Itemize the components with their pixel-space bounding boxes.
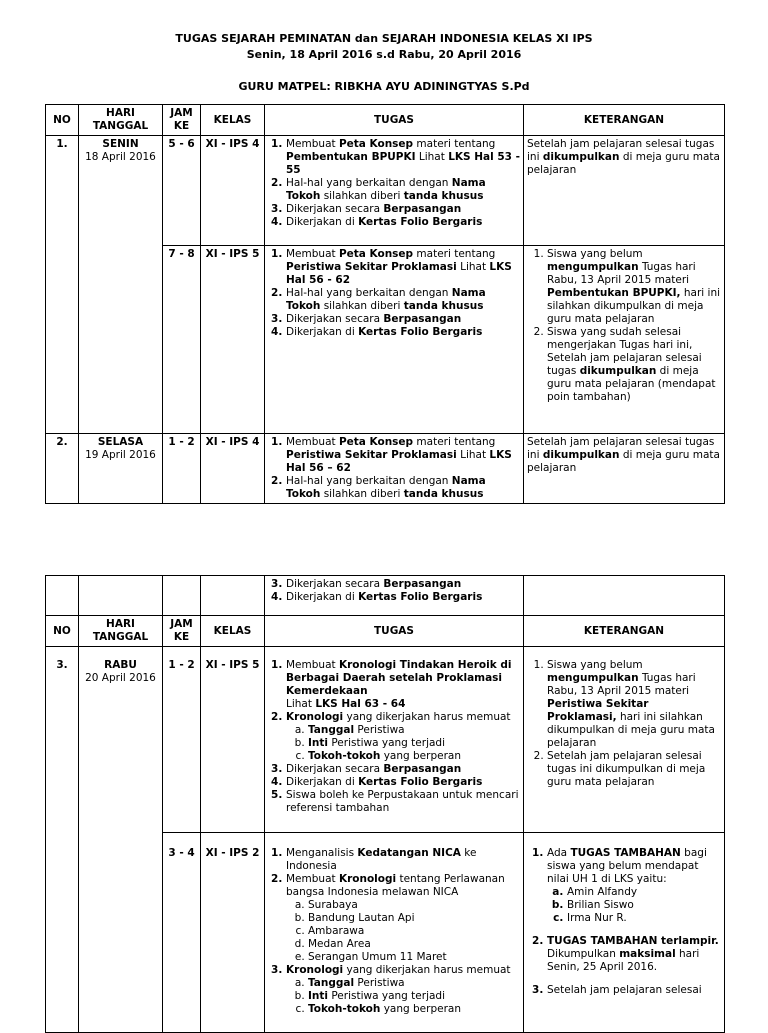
task-list (268, 248, 520, 339)
list-item: 4. Dikerjakan di Kertas Folio Bergaris (286, 591, 520, 604)
task-list (268, 138, 520, 229)
note-text: Setelah jam pelajaran selesai tugas ini dikumpulkan di meja guru mata pelajaran (527, 436, 720, 474)
list-item: 2. Hal-hal yang berkaitan dengan Nama Tokoh silahkan diberi tanda khusus (286, 475, 520, 501)
col-header-no: NO (46, 616, 79, 647)
day-date-cell (79, 136, 163, 434)
keterangan-cell (524, 647, 725, 833)
list-item: d. Medan Area (308, 938, 520, 951)
col-header-jam: JAM KE (163, 616, 201, 647)
list-item: 3. Dikerjakan secara Berpasangan (286, 203, 520, 216)
jam-cell: 7 - 8 (163, 246, 201, 434)
list-item: 3. Kronologi yang dikerjakan harus memuat a. Tanggal Peristiwa b. Inti Peristiwa yang terjadi c. Tokoh-tokoh yang berperan (286, 964, 520, 1016)
tugas-cell (265, 833, 524, 1033)
document-title: TUGAS SEJARAH PEMINATAN dan SEJARAH INDONESIA KELAS XI IPS (175, 32, 593, 45)
list-item: 1. Siswa yang belum mengumpulkan Tugas hari Rabu, 13 April 2015 materi Pembentukan BPUPKI, hari ini silahkan dikumpulkan di meja guru mata pelajaran (547, 248, 721, 326)
row-number: 2. (46, 434, 79, 504)
col-header-kelas: KELAS (201, 616, 265, 647)
day-name: SELASA (97, 436, 144, 448)
day-date: 20 April 2016 (85, 672, 156, 684)
col-header-hari: HARI TANGGAL (79, 616, 163, 647)
list-item: c. Tokoh-tokoh yang berperan (308, 750, 520, 763)
tugas-cell (265, 647, 524, 833)
jam-cell: 5 - 6 (163, 136, 201, 246)
document-date-range: Senin, 18 April 2016 s.d Rabu, 20 April 2016 (246, 48, 522, 61)
kelas-cell: XI - IPS 5 (201, 647, 265, 833)
schedule-table-page-2 (45, 575, 725, 1033)
list-item: c. Ambarawa (308, 925, 520, 938)
list-item: e. Serangan Umum 11 Maret (308, 951, 520, 964)
list-item: 1. Ada TUGAS TAMBAHAN bagi siswa yang belum mendapat nilai UH 1 di LKS yaitu: a. Amin Alfandy b. Brilian Siswo c. Irma Nur R. (547, 847, 721, 925)
jam-cell: 3 - 4 (163, 833, 201, 1033)
table-row (46, 647, 725, 833)
list-item: b. Inti Peristiwa yang terjadi (308, 990, 520, 1003)
empty-cell (46, 576, 79, 616)
list-item: 1. Membuat Kronologi Tindakan Heroik di Berbagai Daerah setelah Proklamasi Kemerdekaan Lihat LKS Hal 63 - 64 (286, 659, 520, 711)
table-header-row (46, 105, 725, 136)
list-item: c. Tokoh-tokoh yang berperan (308, 1003, 520, 1016)
day-date-cell (79, 434, 163, 504)
list-item: 1. Membuat Peta Konsep materi tentang Pembentukan BPUPKI Lihat LKS Hal 53 - 55 (286, 138, 520, 177)
list-item: 2. TUGAS TAMBAHAN terlampir. Dikumpulkan maksimal hari Senin, 25 April 2016. (547, 935, 721, 974)
list-item: 5. Siswa boleh ke Perpustakaan untuk mencari referensi tambahan (286, 789, 520, 815)
note-text: Setelah jam pelajaran selesai tugas ini dikumpulkan di meja guru mata pelajaran (527, 138, 720, 176)
empty-cell (524, 576, 725, 616)
note-list (527, 248, 721, 404)
table-row (46, 136, 725, 246)
keterangan-cell (524, 833, 725, 1033)
task-list (268, 659, 520, 815)
empty-cell (79, 576, 163, 616)
col-header-hari: HARI TANGGAL (79, 105, 163, 136)
list-item: 2. Membuat Kronologi tentang Perlawanan bangsa Indonesia melawan NICA a. Surabaya b. Bandung Lautan Api c. Ambarawa d. Medan Area e. Serangan Umum 11 Maret (286, 873, 520, 964)
list-item: a. Tanggal Peristiwa (308, 977, 520, 990)
day-name: RABU (104, 659, 137, 671)
note-list (527, 847, 721, 997)
list-item: 3. Dikerjakan secara Berpasangan (286, 578, 520, 591)
sub-list (286, 899, 520, 964)
empty-cell (201, 576, 265, 616)
tugas-cell (265, 576, 524, 616)
row-number: 3. (46, 647, 79, 1033)
tugas-cell (265, 246, 524, 434)
list-item: 4. Dikerjakan di Kertas Folio Bergaris (286, 326, 520, 339)
list-item: 3. Setelah jam pelajaran selesai (547, 984, 721, 997)
col-header-keterangan: KETERANGAN (524, 105, 725, 136)
teacher-name: GURU MATPEL: RIBKHA AYU ADININGTYAS S.Pd (238, 80, 530, 93)
list-item: 4. Dikerjakan di Kertas Folio Bergaris (286, 776, 520, 789)
keterangan-cell (524, 434, 725, 504)
kelas-cell: XI - IPS 2 (201, 833, 265, 1033)
list-item: b. Inti Peristiwa yang terjadi (308, 737, 520, 750)
task-list (268, 847, 520, 1016)
col-header-no: NO (46, 105, 79, 136)
sub-list (286, 724, 520, 763)
task-list (268, 436, 520, 501)
list-item: 2. Kronologi yang dikerjakan harus memuat a. Tanggal Peristiwa b. Inti Peristiwa yang terjadi c. Tokoh-tokoh yang berperan (286, 711, 520, 763)
table-row (46, 434, 725, 504)
day-date-cell (79, 647, 163, 1033)
jam-cell: 1 - 2 (163, 434, 201, 504)
keterangan-cell (524, 136, 725, 246)
list-item: 2. Hal-hal yang berkaitan dengan Nama Tokoh silahkan diberi tanda khusus (286, 177, 520, 203)
list-item: 1. Membuat Peta Konsep materi tentang Peristiwa Sekitar Proklamasi Lihat LKS Hal 56 – 62 (286, 436, 520, 475)
day-date: 18 April 2016 (85, 151, 156, 163)
list-item: a. Amin Alfandy (567, 886, 721, 899)
list-item: 3. Dikerjakan secara Berpasangan (286, 313, 520, 326)
note-list (527, 659, 721, 789)
col-header-tugas: TUGAS (265, 616, 524, 647)
tugas-cell (265, 136, 524, 246)
day-date: 19 April 2016 (85, 449, 156, 461)
table-row (46, 576, 725, 616)
list-item: c. Irma Nur R. (567, 912, 721, 925)
col-header-keterangan: KETERANGAN (524, 616, 725, 647)
list-item: 1. Membuat Peta Konsep materi tentang Peristiwa Sekitar Proklamasi Lihat LKS Hal 56 - 62 (286, 248, 520, 287)
list-item: 2. Setelah jam pelajaran selesai tugas ini dikumpulkan di meja guru mata pelajaran (547, 750, 721, 789)
col-header-jam: JAM KE (163, 105, 201, 136)
kelas-cell: XI - IPS 4 (201, 434, 265, 504)
table-header-row (46, 616, 725, 647)
day-name: SENIN (102, 138, 139, 150)
sub-list (286, 977, 520, 1016)
student-list (547, 886, 721, 925)
list-item: 2. Siswa yang sudah selesai mengerjakan Tugas hari ini, Setelah jam pelajaran selesai tugas dikumpulkan di meja guru mata pelajaran (mendapat poin tambahan) (547, 326, 721, 404)
task-list (268, 578, 520, 604)
col-header-kelas: KELAS (201, 105, 265, 136)
jam-cell: 1 - 2 (163, 647, 201, 833)
list-item: 4. Dikerjakan di Kertas Folio Bergaris (286, 216, 520, 229)
list-item: b. Bandung Lautan Api (308, 912, 520, 925)
list-item: 1. Menganalisis Kedatangan NICA ke Indonesia (286, 847, 520, 873)
col-header-tugas: TUGAS (265, 105, 524, 136)
kelas-cell: XI - IPS 4 (201, 136, 265, 246)
schedule-table-page-1 (45, 104, 725, 504)
kelas-cell: XI - IPS 5 (201, 246, 265, 434)
list-item: a. Tanggal Peristiwa (308, 724, 520, 737)
list-item: a. Surabaya (308, 899, 520, 912)
keterangan-cell (524, 246, 725, 434)
empty-cell (163, 576, 201, 616)
list-item: 3. Dikerjakan secara Berpasangan (286, 763, 520, 776)
row-number: 1. (46, 136, 79, 434)
tugas-cell (265, 434, 524, 504)
list-item: 2. Hal-hal yang berkaitan dengan Nama Tokoh silahkan diberi tanda khusus (286, 287, 520, 313)
list-item: b. Brilian Siswo (567, 899, 721, 912)
list-item: 1. Siswa yang belum mengumpulkan Tugas hari Rabu, 13 April 2015 materi Peristiwa Sekitar Proklamasi, hari ini silahkan dikumpulkan di meja guru mata pelajaran (547, 659, 721, 750)
